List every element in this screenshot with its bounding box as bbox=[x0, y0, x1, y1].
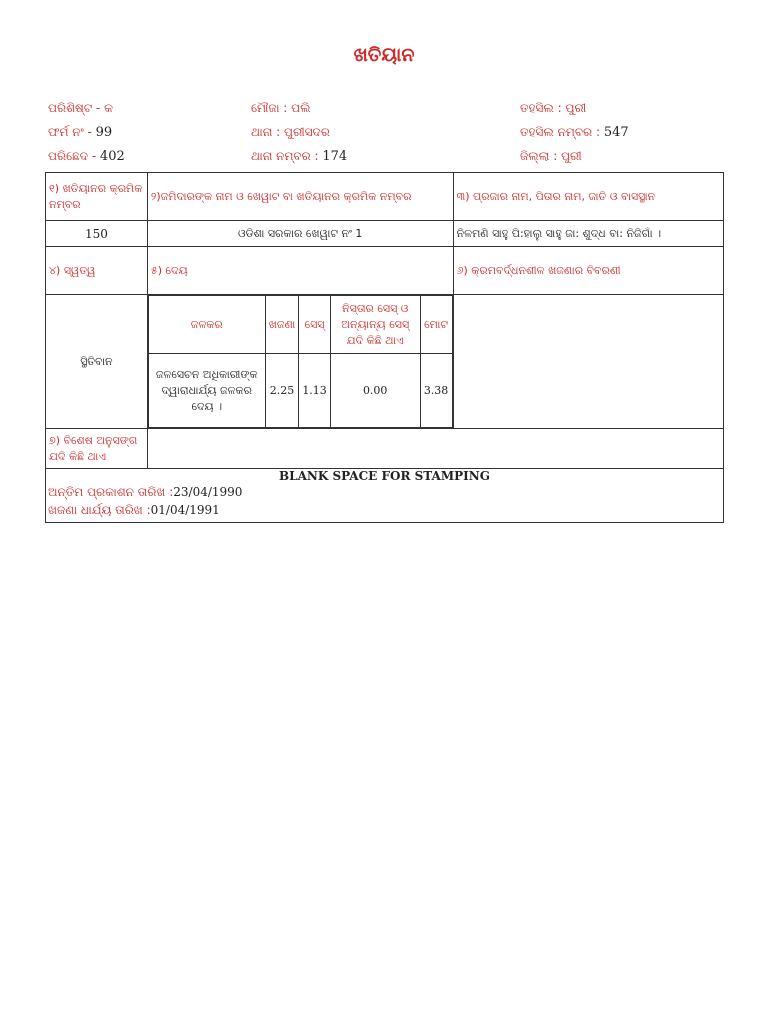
appendix-field bbox=[48, 96, 113, 121]
ses-value: 1.13 bbox=[299, 354, 331, 428]
nistar-ses-value: 0.00 bbox=[330, 354, 420, 428]
total-value: 3.38 bbox=[420, 354, 452, 428]
status-value: ସ୍ଥିତିବାନ bbox=[46, 295, 148, 429]
tenant-value: ନିଳମଣି ସାହୁ ପି:ହାଲୁ ସାହୁ ଜା: ଶୁଦ୍ଧ ବା: ନିଜିଗାଁ । bbox=[453, 221, 723, 247]
appendix-label: ପରିଶିଷ୍ଟ - କ bbox=[48, 101, 113, 115]
table-row bbox=[148, 296, 452, 354]
rent-fixed-date-value: 01/04/1991 bbox=[150, 503, 220, 517]
thana-field bbox=[251, 120, 330, 145]
progressive-rent-header: ୬) କ୍ରମବର୍ଦ୍ଧନଶୀଳ ଖଜଣାର ବିବରଣୀ bbox=[453, 247, 723, 295]
thana-label: ଥାନା : bbox=[251, 125, 285, 139]
tenant-header: ୩) ପ୍ରଜାର ନାମ, ପିତାର ନାମ, ଜାତି ଓ ବାସସ୍ଥାନ bbox=[453, 173, 723, 221]
publication-date-label: ଅନ୍ତିମ ପ୍ରକାଶନ ତାରିଖ : bbox=[48, 485, 174, 499]
form-no-field bbox=[48, 120, 112, 145]
dues-header: ୫) ଦେୟ bbox=[147, 247, 453, 295]
jalkar-header: ଜଳକର bbox=[148, 296, 265, 354]
rent-fixed-date-label: ଖଜଣା ଧାର୍ଯ୍ୟ ତାରିଖ : bbox=[48, 503, 151, 517]
khatiyan-table bbox=[45, 172, 724, 523]
district-label: ଜିଲ୍ଲା : bbox=[520, 149, 562, 163]
special-remarks-header: ୭) ବିଶେଷ ଅନୁସଙ୍ଗ ଯଦି କିଛି ଥାଏ bbox=[46, 429, 148, 469]
rights-header: ୪) ସ୍ୱତ୍ୱ bbox=[46, 247, 148, 295]
special-remarks-value bbox=[147, 429, 723, 469]
khatiyan-serial-value: 150 bbox=[46, 221, 148, 247]
total-header: ମୋଟ bbox=[420, 296, 452, 354]
mouza-field bbox=[251, 96, 311, 121]
dues-breakdown-cell bbox=[147, 295, 453, 429]
header-info bbox=[48, 96, 728, 168]
table-row bbox=[46, 247, 724, 295]
form-no-value: 99 bbox=[95, 125, 113, 140]
tahasil-no-label: ତହସିଲ ନମ୍ବର : bbox=[520, 125, 604, 139]
thana-no-field bbox=[251, 144, 347, 169]
publication-date-line bbox=[48, 483, 721, 501]
thana-no-value: 174 bbox=[322, 149, 348, 164]
section-value: 402 bbox=[99, 149, 125, 164]
landlord-value: ଓଡିଶା ସରକାର ଖେୱାଟ ନଂ 1 bbox=[147, 221, 453, 247]
table-row bbox=[46, 221, 724, 247]
header-row bbox=[48, 120, 728, 144]
thana-no-label: ଥାନା ନମ୍ବର : bbox=[251, 149, 323, 163]
section-label: ପରିଛେଦ - bbox=[48, 149, 100, 163]
rent-fixed-date-line bbox=[48, 501, 721, 519]
tahasil-label: ତହସିଲ : bbox=[520, 101, 566, 115]
table-row bbox=[46, 469, 724, 523]
table-row bbox=[46, 173, 724, 221]
district-field bbox=[520, 144, 582, 169]
khajana-header: ଖଜଣା bbox=[265, 296, 299, 354]
dues-breakdown-table bbox=[148, 295, 453, 428]
khajana-value: 2.25 bbox=[265, 354, 299, 428]
table-row bbox=[148, 354, 452, 428]
progressive-rent-value bbox=[453, 295, 723, 429]
section-field bbox=[48, 144, 125, 169]
tahasil-field bbox=[520, 96, 586, 121]
ses-header: ସେସ୍ bbox=[299, 296, 331, 354]
form-no-label: ଫର୍ମ ନଂ - bbox=[48, 125, 96, 139]
nistar-ses-header: ନିସ୍ତାର ସେସ୍ ଓ ଅନ୍ୟାନ୍ୟ ସେସ୍ ଯଦି କିଛି ଥାଏ bbox=[330, 296, 420, 354]
district-value: ପୁରୀ bbox=[561, 149, 582, 163]
publication-date-value: 23/04/1990 bbox=[173, 485, 243, 499]
stamp-space-label: BLANK SPACE FOR STAMPING bbox=[279, 469, 490, 483]
header-row bbox=[48, 144, 728, 168]
page-title: ଖତିୟାନ bbox=[353, 44, 415, 66]
tahasil-no-value: 547 bbox=[603, 125, 629, 140]
thana-value: ପୁରୀସଦର bbox=[284, 125, 330, 139]
tahasil-no-field bbox=[520, 120, 629, 145]
landlord-header: ୨)ଜମିଦାରଙ୍କ ନାମ ଓ ଖେୱାଟ ବା ଖତିୟାନର କ୍ରମିକ ନମ୍ବର bbox=[147, 173, 453, 221]
mouza-value: ପଲି bbox=[291, 101, 311, 115]
khatiyan-serial-header: ୧) ଖତିୟାନର କ୍ରମିକ ନମ୍ବର bbox=[46, 173, 148, 221]
footer-cell bbox=[46, 469, 724, 523]
table-row bbox=[46, 429, 724, 469]
tahasil-value: ପୁରୀ bbox=[565, 101, 587, 115]
jalkar-value: ଜଳସେଚନ ଅଧିକାରୀଙ୍କ ଦ୍ୱାରାଧାର୍ଯ୍ୟ ଜଳକର ଦେୟ । bbox=[148, 354, 265, 428]
mouza-label: ମୌଜା : bbox=[251, 101, 292, 115]
header-row bbox=[48, 96, 728, 120]
table-row bbox=[46, 295, 724, 429]
